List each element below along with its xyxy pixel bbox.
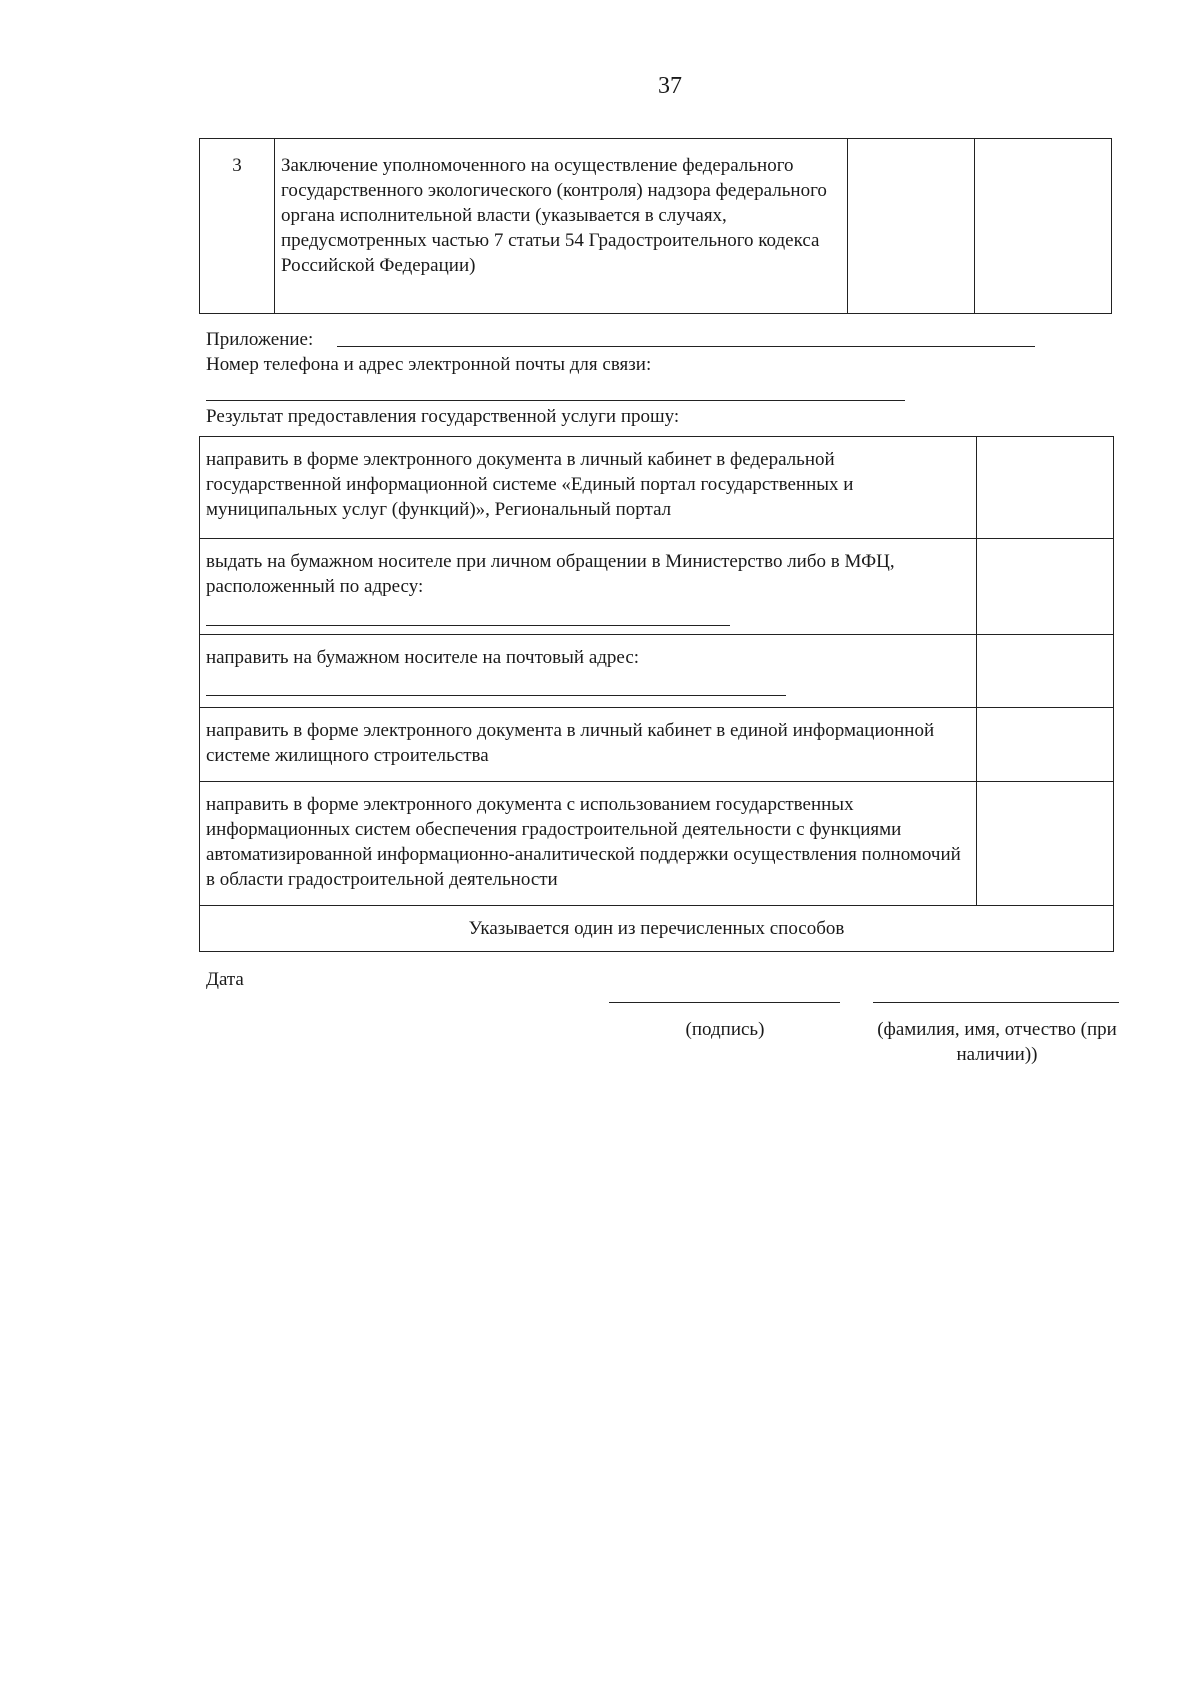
result-options-table (199, 436, 1114, 952)
contact-field[interactable] (206, 400, 905, 401)
signature-label: (подпись) (685, 1019, 765, 1040)
option-checkbox-eisghs[interactable] (977, 708, 1113, 781)
name-field[interactable] (873, 1002, 1119, 1003)
page-number: 37 (658, 73, 682, 99)
option-row-epgu (200, 437, 1113, 539)
option-text: выдать на бумажном носителе при личном обращении в Министерство либо в МФЦ, расположенный по адресу: (206, 551, 895, 597)
result-label: Результат предоставления государственной услуги прошу: (206, 406, 680, 427)
documents-table (199, 138, 1112, 314)
name-label: (фамилия, имя, отчество (при наличии)) (877, 1019, 1117, 1065)
table-row-number: 3 (232, 155, 242, 176)
option-row-eisghs (200, 708, 1113, 782)
postal-address-field[interactable] (206, 695, 786, 696)
attachment-label: Приложение: (206, 329, 314, 350)
date-label: Дата (206, 969, 244, 990)
option-checkbox-epgu[interactable] (977, 437, 1113, 538)
table-row-text: Заключение уполномоченного на осуществление федерального государственного экологического (контроля) надзора федерального органа исполнительной власти (указывается в случаях, предусмотренных частью 7 статьи 54 Градостроительного кодекса Российской Федерации) (281, 155, 827, 276)
options-note: Указывается один из перечисленных способов (468, 918, 845, 939)
option-text: направить в форме электронного документа в личный кабинет в федеральной государственной информационной системе «Единый портал государственных и муниципальных услуг (функций)», Региональный портал (206, 449, 854, 520)
option-text: направить в форме электронного документа с использованием государственных информационных систем обеспечения градостроительной деятельности с функциями автоматизированной информационно-аналитической поддержки осуществления полномочий в области градостроительной деятельности (206, 794, 961, 890)
option-text: направить в форме электронного документа в личный кабинет в единой информационной системе жилищного строительства (206, 720, 935, 766)
option-row-post (200, 635, 1113, 708)
attachment-field[interactable] (337, 346, 1035, 347)
table-col-empty-1 (847, 139, 975, 313)
option-row-mfc (200, 539, 1113, 635)
option-row-gisogd (200, 782, 1113, 906)
mfc-address-field[interactable] (206, 625, 730, 626)
contact-label: Номер телефона и адрес электронной почты для связи: (206, 354, 652, 375)
signature-field[interactable] (609, 1002, 840, 1003)
option-text: направить на бумажном носителе на почтовый адрес: (206, 647, 640, 668)
option-checkbox-mfc[interactable] (977, 539, 1113, 634)
option-checkbox-post[interactable] (977, 635, 1113, 707)
option-checkbox-gisogd[interactable] (977, 782, 1113, 905)
